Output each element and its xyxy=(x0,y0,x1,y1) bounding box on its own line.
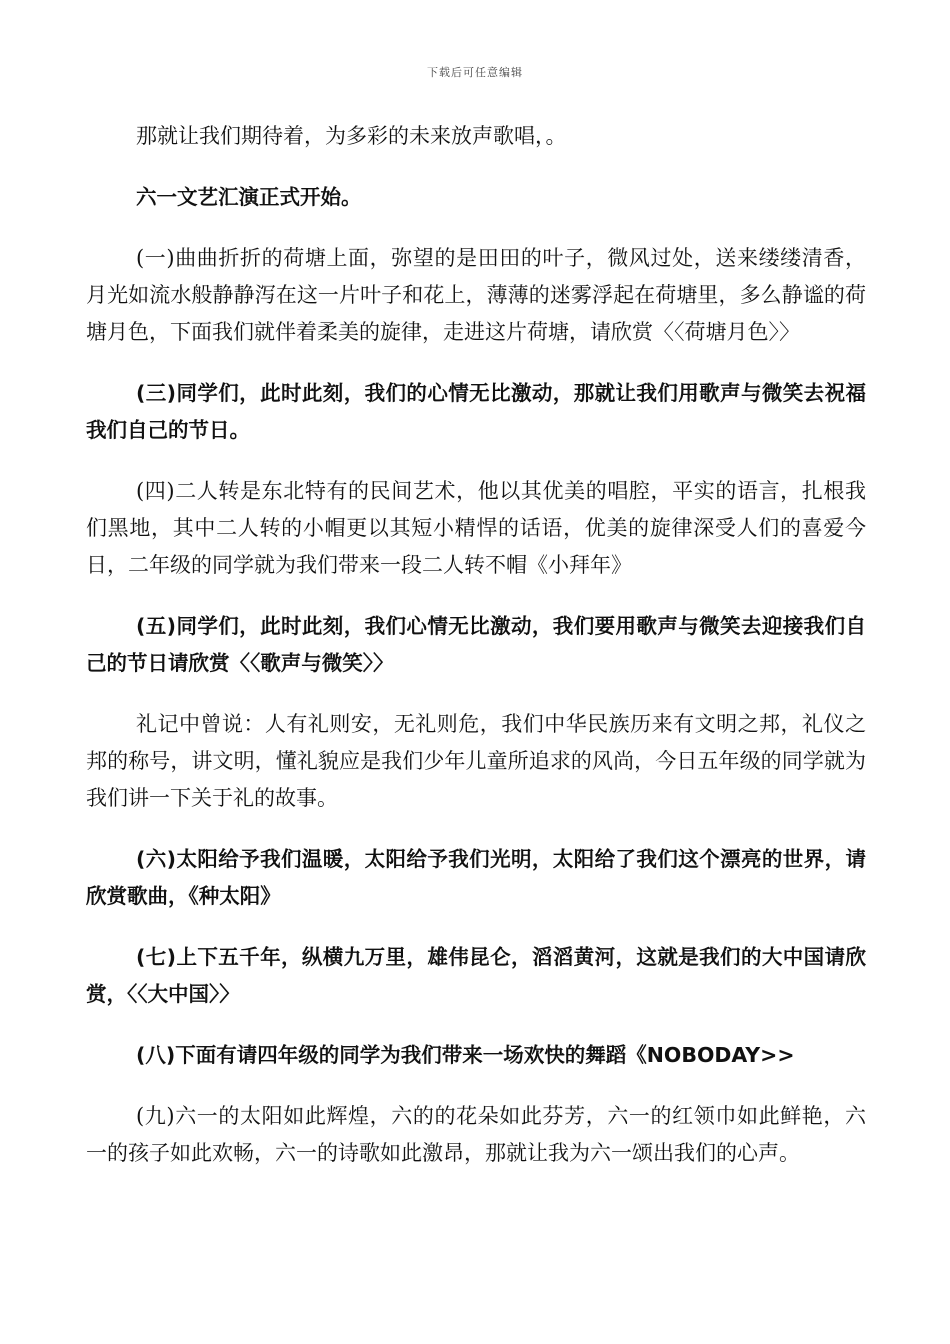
paragraph-2: 六一文艺汇演正式开始。 xyxy=(136,185,362,209)
paragraph-6: (五)同学们，此时此刻，我们心情无比激动，我们要用歌声与微笑去迎接我们自己的节日请欣赏〈〈歌声与微笑〉〉 xyxy=(86,614,866,675)
paragraph-11: (九)六一的太阳如此辉煌，六的的花朵如此芬芳，六一的红领巾如此鲜艳，六一的孩子如此欢畅，六一的诗歌如此激昂，那就让我为六一颂出我们的心声。 xyxy=(86,1104,866,1165)
paragraph-1: 那就让我们期待着，为多彩的未来放声歌唱，。 xyxy=(136,124,567,148)
page-header: 下载后可任意编辑 xyxy=(427,66,523,79)
paragraph-3: (一)曲曲折折的荷塘上面，弥望的是田田的叶子，微风过处，送来缕缕清香，月光如流水般静静泻在这一片叶子和花上，薄薄的迷雾浮起在荷塘里，多么静谧的荷塘月色，下面我们就伴着柔美的旋律，走进这片荷塘，请欣赏〈〈荷塘月色〉〉 xyxy=(86,246,866,344)
paragraph-9: (七)上下五千年，纵横九万里，雄伟昆仑，滔滔黄河，这就是我们的大中国请欣赏，〈〈大中国〉〉 xyxy=(86,945,866,1006)
document-body xyxy=(86,118,866,1196)
paragraph-5: (四)二人转是东北特有的民间艺术，他以其优美的唱腔，平实的语言，扎根我们黑地，其中二人转的小帽更以其短小精悍的话语，优美的旋律深受人们的喜爱今日，二年级的同学就为我们带来一段二人转不帽《小拜年》 xyxy=(86,479,866,577)
paragraph-8: (六)太阳给予我们温暖，太阳给予我们光明，太阳给了我们这个漂亮的世界，请欣赏歌曲，《种太阳》 xyxy=(86,847,866,908)
paragraph-7: 礼记中曾说：人有礼则安，无礼则危，我们中华民族历来有文明之邦，礼仪之邦的称号，讲文明，懂礼貌应是我们少年儿童所追求的风尚，今日五年级的同学就为我们讲一下关于礼的故事。 xyxy=(86,712,866,810)
paragraph-4: (三)同学们，此时此刻，我们的心情无比激动，那就让我们用歌声与微笑去祝福我们自己的节日。 xyxy=(86,381,866,442)
paragraph-10: (八)下面有请四年级的同学为我们带来一场欢快的舞蹈《NOBODAY>> xyxy=(136,1043,795,1067)
